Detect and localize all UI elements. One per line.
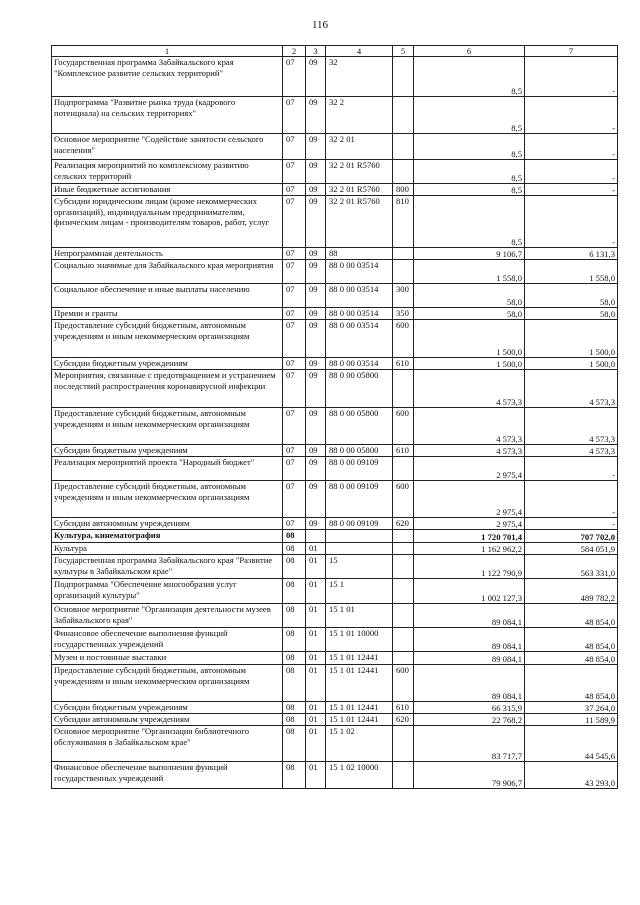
row-csr-cell: 15 [326,555,393,579]
row-rz-cell: 07 [283,196,306,248]
row-rz-cell: 08 [283,714,306,726]
column-header: 1 [52,46,283,57]
row-csr-cell: 88 0 00 03514 [326,320,393,358]
row-rz-cell: 07 [283,320,306,358]
row-name-cell: Предоставление субсидий бюджетным, автономным учреждениям и иным некоммерческим организациям [52,408,283,445]
row-vr-cell: 300 [393,284,414,308]
row-vr-cell [393,555,414,579]
table-row [52,518,618,530]
row-vr-cell [393,260,414,284]
row-name-cell: Премии и гранты [52,308,283,320]
row-pr-cell: 09 [306,358,326,370]
row-value-2021-cell: 1 558,0 [414,260,525,284]
row-vr-cell [393,762,414,789]
page-number: 116 [311,19,329,31]
table-row [52,665,618,702]
row-value-2022-cell: 48 854,0 [525,665,618,702]
row-vr-cell [393,604,414,628]
row-value-2022-cell: 1 500,0 [525,358,618,370]
row-vr-cell [393,652,414,665]
row-vr-cell [393,370,414,408]
table-row [52,260,618,284]
row-pr-cell: 09 [306,445,326,457]
row-value-2022-cell: 48 854,0 [525,628,618,652]
table-row [52,308,618,320]
row-value-2021-cell: 1 500,0 [414,320,525,358]
row-value-2021-cell: 89 084,1 [414,665,525,702]
row-rz-cell: 08 [283,762,306,789]
row-pr-cell: 09 [306,196,326,248]
row-value-2021-cell: 2 975,4 [414,481,525,518]
table-row [52,481,618,518]
row-value-2021-cell: 8,5 [414,196,525,248]
row-vr-cell: 610 [393,445,414,457]
row-name-cell: Реализация мероприятий проекта "Народный бюджет" [52,457,283,481]
row-csr-cell [326,543,393,555]
row-csr-cell: 15 1 02 [326,726,393,762]
row-pr-cell: 01 [306,543,326,555]
row-value-2021-cell: 1 162 962,2 [414,543,525,555]
row-value-2022-cell: - [525,184,618,196]
row-value-2021-cell: 1 002 127,3 [414,579,525,604]
row-csr-cell: 32 2 01 R5760 [326,196,393,248]
row-csr-cell: 88 0 00 03514 [326,284,393,308]
row-name-cell: Субсидии бюджетным учреждениям [52,445,283,457]
row-value-2022-cell: 1 558,0 [525,260,618,284]
row-name-cell: Музеи и постоянные выставки [52,652,283,665]
row-value-2022-cell: - [525,160,618,184]
row-value-2021-cell: 4 573,3 [414,370,525,408]
row-csr-cell: 88 0 00 09109 [326,457,393,481]
row-name-cell: Социальное обеспечение и иные выплаты населению [52,284,283,308]
row-csr-cell: 15 1 01 12441 [326,652,393,665]
table-row [52,555,618,579]
row-csr-cell: 15 1 [326,579,393,604]
row-vr-cell: 620 [393,518,414,530]
row-value-2022-cell: 6 131,3 [525,248,618,260]
row-name-cell: Социально значимые для Забайкальского края мероприятия [52,260,283,284]
row-name-cell: Мероприятия, связанные с предотвращением и устранением последствий распространения коронавирусной инфекции [52,370,283,408]
row-rz-cell: 07 [283,160,306,184]
row-csr-cell: 32 2 01 R5760 [326,184,393,196]
table-row [52,714,618,726]
row-rz-cell: 08 [283,555,306,579]
row-pr-cell: 09 [306,184,326,196]
row-csr-cell: 15 1 01 12441 [326,714,393,726]
row-rz-cell: 08 [283,665,306,702]
table-row [52,445,618,457]
row-csr-cell: 88 0 00 09109 [326,481,393,518]
row-rz-cell: 07 [283,57,306,97]
row-vr-cell [393,543,414,555]
row-pr-cell: 09 [306,518,326,530]
row-rz-cell: 07 [283,260,306,284]
row-csr-cell: 88 0 00 03514 [326,358,393,370]
row-csr-cell: 15 1 02 10000 [326,762,393,789]
row-rz-cell: 07 [283,370,306,408]
row-csr-cell: 88 0 00 05800 [326,408,393,445]
row-pr-cell: 09 [306,248,326,260]
row-rz-cell: 07 [283,518,306,530]
row-rz-cell: 07 [283,97,306,134]
row-value-2021-cell: 9 106,7 [414,248,525,260]
row-name-cell: Культура [52,543,283,555]
row-csr-cell: 32 [326,57,393,97]
row-name-cell: Непрограммная деятельность [52,248,283,260]
row-value-2021-cell: 8,5 [414,57,525,97]
row-pr-cell: 01 [306,702,326,714]
row-rz-cell: 07 [283,248,306,260]
row-value-2022-cell: - [525,457,618,481]
row-value-2022-cell: 1 500,0 [525,320,618,358]
row-pr-cell: 09 [306,481,326,518]
row-csr-cell: 15 1 01 12441 [326,665,393,702]
row-vr-cell [393,160,414,184]
row-csr-cell: 15 1 01 12441 [326,702,393,714]
row-value-2022-cell: 563 331,0 [525,555,618,579]
row-value-2022-cell: - [525,57,618,97]
row-value-2022-cell: 707 702,0 [525,530,618,543]
row-name-cell: Субсидии юридическим лицам (кроме некоммерческих организаций), индивидуальным предпринимателям, физическим лицам - производителям товаров, работ, услуг [52,196,283,248]
row-name-cell: Государственная программа Забайкальского края "Комплексное развитие сельских территорий" [52,57,283,97]
row-csr-cell: 88 0 00 05800 [326,370,393,408]
row-value-2021-cell: 1 720 701,4 [414,530,525,543]
row-value-2022-cell: 44 545,6 [525,726,618,762]
row-vr-cell [393,97,414,134]
row-value-2021-cell: 8,5 [414,134,525,160]
row-value-2021-cell: 4 573,3 [414,445,525,457]
row-pr-cell: 09 [306,284,326,308]
row-value-2021-cell: 4 573,3 [414,408,525,445]
row-rz-cell: 08 [283,543,306,555]
row-name-cell: Реализация мероприятий по комплексному развитию сельских территорий [52,160,283,184]
row-value-2022-cell: - [525,481,618,518]
row-name-cell: Субсидии автономным учреждениям [52,714,283,726]
row-pr-cell: 01 [306,714,326,726]
row-csr-cell: 88 [326,248,393,260]
row-pr-cell: 09 [306,408,326,445]
row-value-2022-cell: 11 589,9 [525,714,618,726]
row-value-2021-cell: 1 500,0 [414,358,525,370]
row-csr-cell: 32 2 [326,97,393,134]
row-pr-cell: 09 [306,308,326,320]
row-pr-cell: 01 [306,665,326,702]
row-value-2021-cell: 8,5 [414,97,525,134]
row-vr-cell [393,457,414,481]
row-pr-cell: 01 [306,555,326,579]
row-pr-cell [306,530,326,543]
row-name-cell: Подпрограмма "Развитие рынка труда (кадрового потенциала) на сельских территориях" [52,97,283,134]
row-rz-cell: 07 [283,184,306,196]
table-row [52,702,618,714]
table-row [52,284,618,308]
row-name-cell: Субсидии бюджетным учреждениям [52,702,283,714]
column-header: 5 [393,46,414,57]
header-row [52,46,618,57]
row-name-cell: Предоставление субсидий бюджетным, автономным учреждениям и иным некоммерческим организациям [52,320,283,358]
row-rz-cell: 08 [283,726,306,762]
row-csr-cell: 32 2 01 [326,134,393,160]
table-row [52,604,618,628]
row-value-2022-cell: 48 854,0 [525,652,618,665]
row-value-2021-cell: 79 906,7 [414,762,525,789]
row-vr-cell [393,628,414,652]
table-row [52,57,618,97]
row-value-2021-cell: 83 717,7 [414,726,525,762]
row-vr-cell [393,530,414,543]
table-row [52,184,618,196]
row-vr-cell [393,726,414,762]
row-pr-cell: 09 [306,320,326,358]
table-row [52,408,618,445]
table-row [52,457,618,481]
row-value-2022-cell: 37 264,0 [525,702,618,714]
table-row [52,652,618,665]
row-rz-cell: 07 [283,308,306,320]
row-vr-cell [393,57,414,97]
row-vr-cell: 620 [393,714,414,726]
row-csr-cell: 88 0 00 05800 [326,445,393,457]
row-value-2021-cell: 1 122 790,9 [414,555,525,579]
row-name-cell: Основное мероприятие "Содействие занятости сельского населения" [52,134,283,160]
row-vr-cell: 600 [393,320,414,358]
row-name-cell: Основное мероприятие "Организация деятельности музеев Забайкальского края" [52,604,283,628]
table-row [52,160,618,184]
row-value-2022-cell: 4 573,3 [525,408,618,445]
row-rz-cell: 08 [283,530,306,543]
row-csr-cell: 32 2 01 R5760 [326,160,393,184]
row-value-2022-cell: 58,0 [525,308,618,320]
row-vr-cell: 350 [393,308,414,320]
row-pr-cell: 09 [306,160,326,184]
row-vr-cell: 600 [393,408,414,445]
table-row [52,579,618,604]
row-csr-cell: 88 0 00 03514 [326,308,393,320]
row-pr-cell: 01 [306,762,326,789]
row-name-cell: Финансовое обеспечение выполнения функций государственных учреждений [52,628,283,652]
row-value-2021-cell: 89 084,1 [414,628,525,652]
row-value-2022-cell: 584 051,9 [525,543,618,555]
row-rz-cell: 07 [283,445,306,457]
row-csr-cell: 88 0 00 09109 [326,518,393,530]
row-pr-cell: 09 [306,370,326,408]
row-value-2022-cell: 48 854,0 [525,604,618,628]
row-name-cell: Государственная программа Забайкальского края "Развитие культуры в Забайкальском крае" [52,555,283,579]
table-row [52,543,618,555]
row-value-2022-cell: - [525,97,618,134]
row-vr-cell: 810 [393,196,414,248]
row-name-cell: Культура, кинематография [52,530,283,543]
row-value-2021-cell: 8,5 [414,160,525,184]
row-value-2022-cell: - [525,134,618,160]
row-pr-cell: 01 [306,726,326,762]
row-csr-cell: 15 1 01 10000 [326,628,393,652]
table-row [52,370,618,408]
row-value-2021-cell: 58,0 [414,308,525,320]
row-pr-cell: 09 [306,457,326,481]
column-header: 7 [525,46,618,57]
row-rz-cell: 08 [283,604,306,628]
row-rz-cell: 08 [283,652,306,665]
row-name-cell: Финансовое обеспечение выполнения функций государственных учреждений [52,762,283,789]
row-csr-cell [326,530,393,543]
row-vr-cell: 600 [393,481,414,518]
row-vr-cell: 610 [393,358,414,370]
row-vr-cell: 800 [393,184,414,196]
row-pr-cell: 01 [306,628,326,652]
budget-table [51,45,618,789]
row-rz-cell: 07 [283,358,306,370]
row-pr-cell: 09 [306,97,326,134]
row-value-2021-cell: 58,0 [414,284,525,308]
row-value-2021-cell: 66 315,9 [414,702,525,714]
table-row [52,530,618,543]
table-row [52,320,618,358]
row-csr-cell: 88 0 00 03514 [326,260,393,284]
row-vr-cell [393,579,414,604]
row-vr-cell: 600 [393,665,414,702]
row-pr-cell: 09 [306,134,326,160]
row-vr-cell [393,134,414,160]
row-csr-cell: 15 1 01 [326,604,393,628]
table-row [52,248,618,260]
row-value-2022-cell: 4 573,3 [525,370,618,408]
column-header: 6 [414,46,525,57]
row-pr-cell: 09 [306,260,326,284]
row-value-2022-cell: - [525,196,618,248]
row-value-2022-cell: 4 573,3 [525,445,618,457]
table-row [52,97,618,134]
row-name-cell: Субсидии бюджетным учреждениям [52,358,283,370]
row-rz-cell: 07 [283,134,306,160]
row-rz-cell: 07 [283,408,306,445]
row-rz-cell: 08 [283,579,306,604]
column-header: 4 [326,46,393,57]
row-pr-cell: 09 [306,57,326,97]
row-value-2021-cell: 89 084,1 [414,604,525,628]
table-row [52,628,618,652]
column-header: 2 [283,46,306,57]
row-value-2021-cell: 2 975,4 [414,457,525,481]
row-vr-cell [393,248,414,260]
row-rz-cell: 08 [283,628,306,652]
row-value-2022-cell: 58,0 [525,284,618,308]
row-value-2022-cell: 43 293,0 [525,762,618,789]
row-value-2021-cell: 8,5 [414,184,525,196]
row-pr-cell: 01 [306,579,326,604]
row-pr-cell: 01 [306,652,326,665]
row-rz-cell: 07 [283,284,306,308]
table-row [52,726,618,762]
row-pr-cell: 01 [306,604,326,628]
table-row [52,134,618,160]
table-row [52,762,618,789]
row-value-2021-cell: 2 975,4 [414,518,525,530]
row-name-cell: Основное мероприятие "Организация библиотечного обслуживания в Забайкальском крае" [52,726,283,762]
row-rz-cell: 08 [283,702,306,714]
row-vr-cell: 610 [393,702,414,714]
row-rz-cell: 07 [283,457,306,481]
row-value-2021-cell: 89 084,1 [414,652,525,665]
row-value-2022-cell: - [525,518,618,530]
row-name-cell: Предоставление субсидий бюджетным, автономным учреждениям и иным некоммерческим организациям [52,481,283,518]
table-row [52,358,618,370]
row-name-cell: Подпрограмма "Обеспечение многообразия услуг организаций культуры" [52,579,283,604]
row-value-2022-cell: 489 782,2 [525,579,618,604]
column-header: 3 [306,46,326,57]
row-name-cell: Предоставление субсидий бюджетным, автономным учреждениям и иным некоммерческим организациям [52,665,283,702]
row-name-cell: Субсидии автономным учреждениям [52,518,283,530]
row-rz-cell: 07 [283,481,306,518]
row-value-2021-cell: 22 768,2 [414,714,525,726]
table-row [52,196,618,248]
row-name-cell: Иные бюджетные ассигнования [52,184,283,196]
